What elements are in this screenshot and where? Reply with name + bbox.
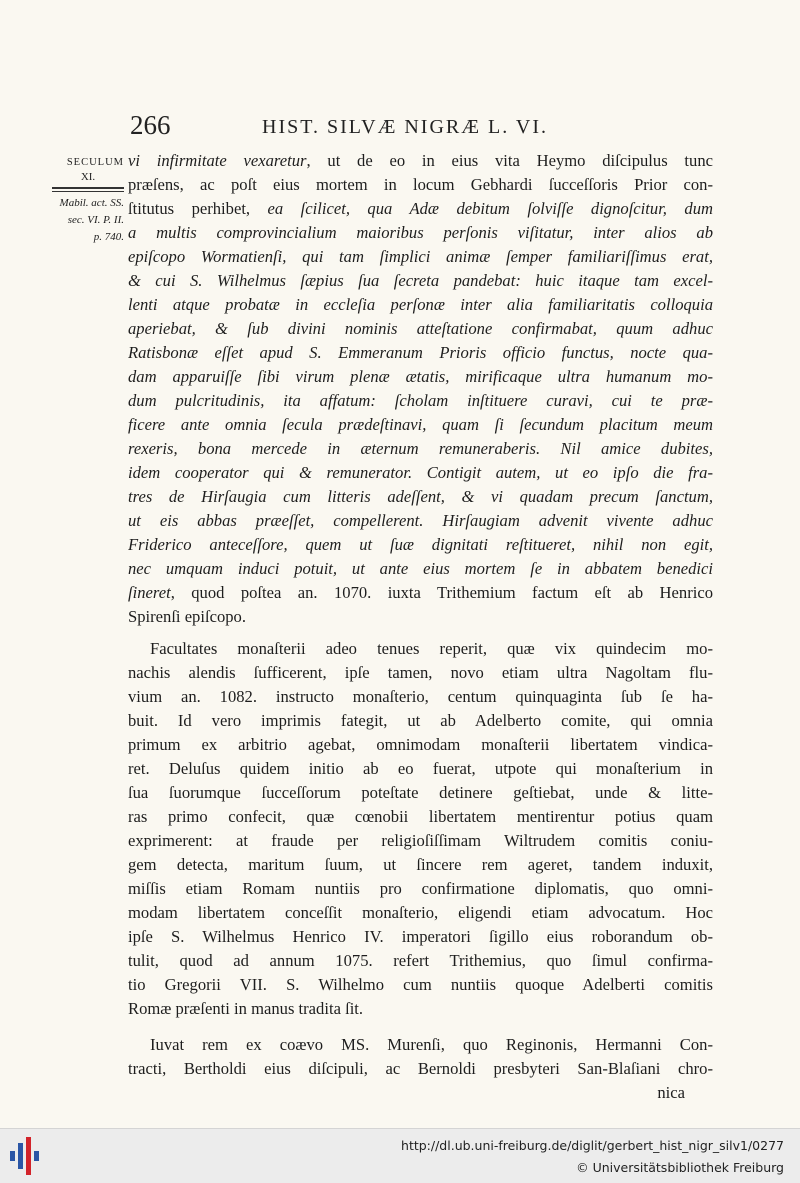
paragraph-spacer	[128, 629, 713, 637]
text-line: ipſe S. Wilhelmus Henrico IV. imperatori ſigillo eius roborandum ob-	[128, 927, 713, 946]
document-url[interactable]: http://dl.ub.uni-freiburg.de/diglit/gerbert_hist_nigr_silv1/0277	[401, 1138, 784, 1153]
text-line: vium an. 1082. instructo monaſterio, centum quinquaginta ſub ſe ha-	[128, 687, 713, 706]
paragraph-3	[128, 1033, 713, 1081]
library-logo	[8, 1137, 44, 1175]
text-line	[128, 533, 713, 557]
italic-segment: a multis comprovincialium maioribus perſonis viſitatur, inter alios ab	[128, 223, 713, 242]
text-line	[128, 197, 713, 221]
italic-segment: aperiebat, & ſub divini nominis atteſtatione confirmabat, quum adhuc	[128, 319, 713, 338]
roman-segment: præſens, ac poſt eius mortem in locum Gebhardi ſucceſſoris Prior con-	[128, 175, 713, 194]
text-line	[128, 437, 713, 461]
roman-segment: , quod poſtea an. 1070. iuxta Trithemium factum eſt ab Henrico	[170, 583, 713, 602]
italic-segment: lenti atque probatæ in eccleſia perſonæ inter alia familiaritatis colloquia	[128, 295, 713, 314]
text-line	[128, 221, 713, 245]
text-line: modam libertatem conceſſit monaſterio, eligendi etiam advocatum. Hoc	[128, 903, 713, 922]
italic-segment: vi infirmitate vexaretur	[128, 151, 307, 170]
text-line	[128, 341, 713, 365]
text-line: ras primo confecit, quæ cœnobii libertatem mentirentur potius quam	[128, 807, 713, 826]
text-line	[128, 389, 713, 413]
italic-segment: rexeris, bona mercede in æternum remuneraberis. Nil amice dubites,	[128, 439, 713, 458]
text-line	[128, 269, 713, 293]
margin-century: XI.	[80, 171, 96, 183]
italic-segment: dum pulcritudinis, ita affatum: ſcholam inſtituere curavi, cui te præ-	[128, 391, 713, 410]
text-line	[128, 317, 713, 341]
paragraph-2	[128, 637, 713, 1021]
text-line: tulit, quod ad annum 1075. refert Trithemius, quo ſimul confirma-	[128, 951, 713, 970]
running-title: HIST. SILVÆ NIGRÆ L. VI.	[262, 116, 548, 138]
text-line	[128, 485, 713, 509]
text-line: ſua ſuorumque ſucceſſorum poteſtate detinere geſtiebat, unde & litte-	[128, 783, 713, 802]
text-line	[128, 461, 713, 485]
italic-segment: idem cooperator qui & remunerator. Contigit autem, ut eo ipſo die fra-	[128, 463, 713, 482]
italic-segment: ficere ante omnia ſecula prædeſtinavi, quam ſi ſecundum placitum meum	[128, 415, 713, 434]
italic-segment: Ratisbonæ eſſet apud S. Emmeranum Prioris officio functus, nocte qua-	[128, 343, 713, 362]
text-line: ret. Deluſus quidem initio ab eo fuerat, utpote qui monaſterium in	[128, 759, 713, 778]
text-line: tio Gregorii VII. S. Wilhelmo cum nuntiis quoque Adelberti comitis	[128, 975, 713, 994]
text-line: buit. Id vero imprimis fategit, ut ab Adelberto comite, qui omnia	[128, 711, 713, 730]
italic-segment: ſineret	[128, 583, 171, 602]
text-line	[128, 293, 713, 317]
text-line	[128, 581, 713, 605]
italic-segment: epiſcopo Wormatienſi, qui tam ſimplici animæ ſemper familiariſſimus erat,	[128, 247, 713, 266]
text-line: nachis alendis ſufficerent, ipſe tamen, novo etiam ultra Nagoltam flu-	[128, 663, 713, 682]
paragraph-1	[128, 149, 713, 629]
italic-segment: ut eis abbas præeſſet, compellerent. Hirſaugiam advenit vivente adhuc	[128, 511, 713, 530]
text-line	[128, 365, 713, 389]
roman-segment: , ut de eo in eius vita Heymo diſcipulus tunc	[306, 151, 713, 170]
text-line	[128, 245, 713, 269]
italic-segment: tres de Hirſaugia cum litteris adeſſent, & vi quadam precum ſanctum,	[128, 487, 713, 506]
text-line	[128, 173, 713, 197]
margin-seculum: SECULUM	[66, 157, 124, 168]
text-line	[128, 413, 713, 437]
italic-segment: & cui S. Wilhelmus ſæpius ſua ſecreta pandebat: huic itaque tam excel-	[128, 271, 713, 290]
paragraph-spacer	[128, 1021, 713, 1033]
text-line	[128, 509, 713, 533]
margin-ref: p. 740.	[93, 231, 124, 243]
catchword: nica	[657, 1083, 685, 1102]
text-line: Iuvat rem ex coævo MS. Murenſi, quo Reginonis, Hermanni Con-	[150, 1035, 713, 1054]
text-line: primum ex arbitrio agebat, omnimodam monaſterii libertatem vindica-	[128, 735, 713, 754]
main-text	[128, 149, 713, 1105]
page-number: 266	[130, 110, 171, 140]
text-line: miſſis etiam Romam nuntiis pro confirmatione diplomatis, quo omni-	[128, 879, 713, 898]
text-line: Facultates monaſterii adeo tenues reperit, quæ vix quindecim mo-	[150, 639, 713, 658]
copyright-notice: © Universitätsbibliothek Freiburg	[576, 1160, 784, 1175]
margin-ref: sec. VI. P. II.	[67, 214, 124, 226]
italic-segment: Friderico anteceſſore, quem ut ſuæ dignitati reſtitueret, nihil non egit,	[128, 535, 713, 554]
viewer-footer	[0, 1128, 800, 1183]
margin-rule	[52, 187, 124, 189]
text-line: Romæ præſenti in manus tradita ſit.	[128, 999, 364, 1018]
italic-segment: nec umquam induci potuit, ut ante eius mortem ſe in abbatem benedici	[128, 559, 713, 578]
page-header	[0, 110, 800, 150]
italic-segment: ea ſcilicet, qua Adæ debitum ſolviſſe dignoſcitur, dum	[267, 199, 713, 218]
roman-segment: ſtitutus perhibet,	[128, 199, 268, 218]
roman-segment: Spirenſi epiſcopo.	[128, 607, 246, 626]
text-line	[128, 557, 713, 581]
text-line: tracti, Bertholdi eius diſcipuli, ac Bernoldi presbyteri San-Blaſiani chro-	[128, 1059, 713, 1078]
text-line	[128, 149, 713, 173]
text-line: gem detecta, maritum ſuum, ut ſincere rem ageret, tandem induxit,	[128, 855, 713, 874]
margin-rule-thin	[52, 191, 124, 192]
margin-ref: Mabil. act. SS.	[59, 197, 124, 209]
text-line: exprimerent: at fraude per religioſiſſimam Wiltrudem comitis coniu-	[128, 831, 713, 850]
margin-note	[52, 156, 124, 246]
italic-segment: dam apparuiſſe ſibi virum plenæ ætatis, mirificaque ultra humanum mo-	[128, 367, 713, 386]
text-line	[128, 605, 713, 629]
